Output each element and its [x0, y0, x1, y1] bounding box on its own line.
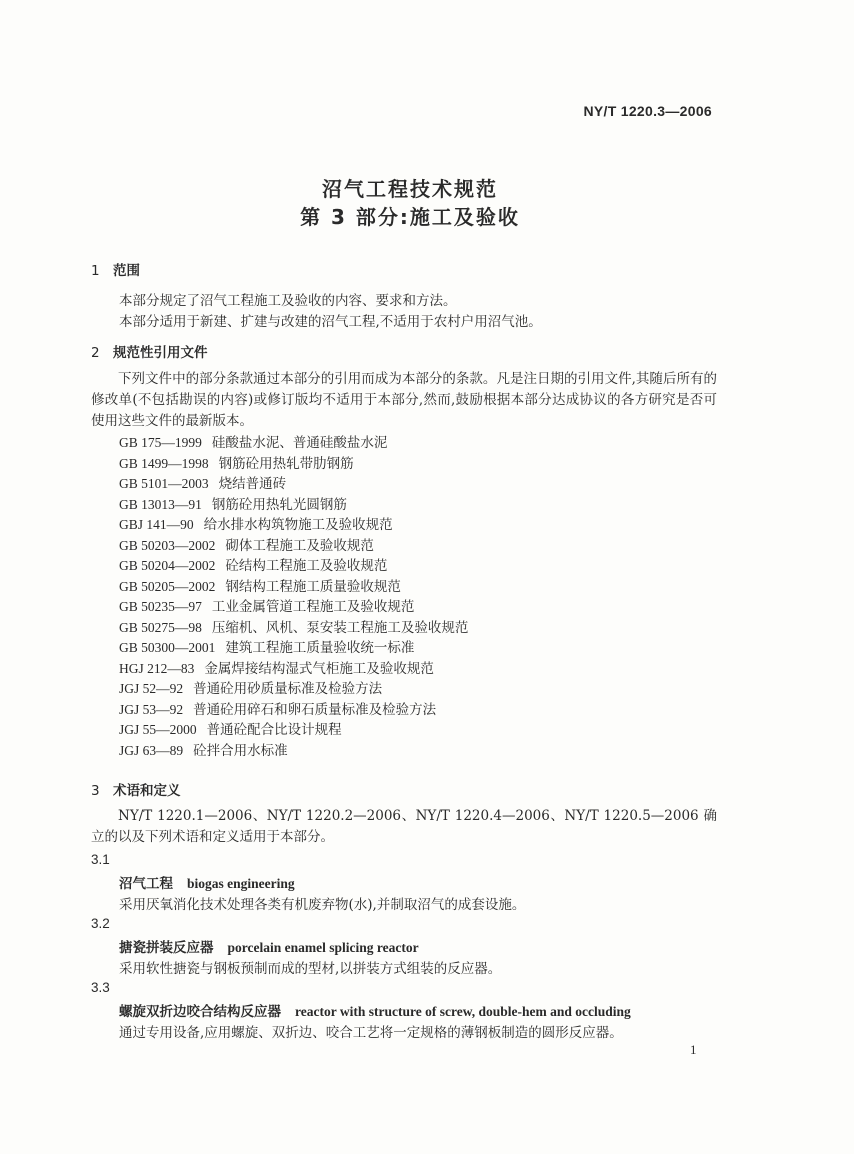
- reference-title: 建筑工程施工质量验收统一标准: [225, 640, 415, 656]
- reference-code: GB 5101—2003: [119, 476, 209, 491]
- section-title: 范围: [113, 263, 140, 279]
- reference-code: GBJ 141—90: [119, 517, 194, 532]
- term-en: biogas engineering: [187, 876, 295, 891]
- reference-item: [119, 534, 468, 555]
- reference-item: [119, 595, 468, 616]
- reference-item: [119, 718, 468, 739]
- reference-title: 砼结构工程施工及验收规范: [225, 558, 388, 574]
- section-1-heading: [91, 259, 140, 279]
- reference-item: [119, 657, 468, 678]
- reference-item: [119, 616, 468, 637]
- term-entry: [119, 1000, 631, 1020]
- reference-code: GB 50235—97: [119, 599, 202, 614]
- reference-item: [119, 431, 468, 452]
- section-number: 3: [91, 783, 100, 799]
- section-title: 术语和定义: [113, 783, 181, 799]
- reference-title: 烧结普通砖: [218, 476, 287, 492]
- reference-title: 砌体工程施工及验收规范: [225, 537, 374, 554]
- reference-code: GB 1499—1998: [119, 455, 209, 471]
- reference-item: [119, 493, 468, 514]
- reference-code: GB 50275—98: [119, 619, 202, 635]
- term-entry: [119, 872, 295, 892]
- reference-item: [119, 677, 468, 698]
- reference-code: JGJ 55—2000: [119, 722, 197, 737]
- reference-item: [119, 698, 468, 719]
- reference-title: 工业金属管道工程施工及验收规范: [211, 599, 415, 615]
- section-2-heading: [91, 341, 208, 361]
- reference-item: [119, 554, 468, 575]
- references-intro: 下列文件中的部分条款通过本部分的引用而成为本部分的条款。凡是注日期的引用文件,其随后所有的修改单(不包括勘误的内容)或修订版均不适用于本部分,然而,鼓励根据本部分达成协议的各方研究是否可使用这些文件的最新版本。: [91, 371, 717, 429]
- term-en: porcelain enamel splicing reactor: [227, 940, 419, 955]
- reference-code: GB 50203—2002: [119, 537, 216, 553]
- reference-code: GB 13013—91: [119, 496, 202, 512]
- reference-item: [119, 739, 468, 760]
- reference-title: 压缩机、风机、泵安装工程施工及验收规范: [211, 619, 469, 636]
- document-subtitle: 第 3 部分:施工及验收: [300, 205, 520, 229]
- reference-title: 金属焊接结构湿式气柜施工及验收规范: [204, 660, 434, 677]
- reference-item: [119, 472, 468, 493]
- document-title: 沼气工程技术规范: [322, 177, 498, 201]
- reference-title: 给水排水构筑物施工及验收规范: [203, 517, 393, 533]
- reference-code: GB 50204—2002: [119, 558, 216, 573]
- clause-number: 3.2: [91, 916, 110, 931]
- section-number: 2: [91, 345, 100, 361]
- section-title: 规范性引用文件: [113, 345, 208, 361]
- term-zh: 搪瓷拼装反应器: [119, 940, 214, 956]
- reference-title: 钢结构工程施工质量验收规范: [225, 578, 401, 595]
- reference-list: [119, 431, 468, 759]
- reference-title: 普通砼配合比设计规程: [206, 722, 342, 738]
- reference-item: [119, 575, 468, 596]
- reference-item: [119, 452, 468, 473]
- reference-item: [119, 513, 468, 534]
- page-number: 1: [690, 1042, 697, 1057]
- reference-title: 硅酸盐水泥、普通硅酸盐水泥: [211, 435, 388, 451]
- reference-code: JGJ 52—92: [119, 681, 184, 696]
- reference-code: HGJ 212—83: [119, 660, 195, 676]
- reference-title: 钢筋砼用热轧光圆钢筋: [211, 496, 347, 513]
- document-code: NY/T 1220.3—2006: [583, 103, 712, 119]
- reference-title: 钢筋砼用热轧带肋钢筋: [218, 455, 354, 472]
- reference-title: 普通砼用碎石和卵石质量标准及检验方法: [193, 701, 437, 718]
- term-definition: 采用厌氧消化技术处理各类有机废弃物(水),并制取沼气的成套设施。: [119, 897, 526, 913]
- scope-paragraph-2: 本部分适用于新建、扩建与改建的沼气工程,不适用于农村户用沼气池。: [119, 314, 542, 330]
- reference-code: JGJ 63—89: [119, 742, 184, 758]
- term-zh: 螺旋双折边咬合结构反应器: [119, 1004, 281, 1020]
- scope-paragraph-1: 本部分规定了沼气工程施工及验收的内容、要求和方法。: [119, 293, 457, 309]
- term-definition: 采用软性搪瓷与钢板预制而成的型材,以拼装方式组装的反应器。: [119, 961, 502, 977]
- term-definition: 通过专用设备,应用螺旋、双折边、咬合工艺将一定规格的薄钢板制造的圆形反应器。: [119, 1025, 623, 1041]
- term-en: reactor with structure of screw, double-hem and occluding: [295, 1004, 631, 1019]
- clause-number: 3.1: [91, 852, 110, 867]
- section-number: 1: [91, 263, 100, 279]
- reference-code: GB 175—1999: [119, 435, 202, 450]
- section-3-heading: [91, 779, 181, 799]
- reference-title: 普通砼用砂质量标准及检验方法: [193, 681, 383, 697]
- term-entry: [119, 936, 419, 956]
- clause-number: 3.3: [91, 980, 110, 995]
- reference-code: GB 50205—2002: [119, 578, 216, 594]
- term-zh: 沼气工程: [119, 876, 173, 892]
- reference-code: JGJ 53—92: [119, 701, 184, 717]
- terms-intro: NY/T 1220.1—2006、NY/T 1220.2—2006、NY/T 1220.4—2006、NY/T 1220.5—2006 确立的以及下列术语和定义适用于本部分。: [91, 808, 717, 845]
- reference-code: GB 50300—2001: [119, 640, 216, 655]
- reference-title: 砼拌合用水标准: [193, 742, 288, 759]
- reference-item: [119, 636, 468, 657]
